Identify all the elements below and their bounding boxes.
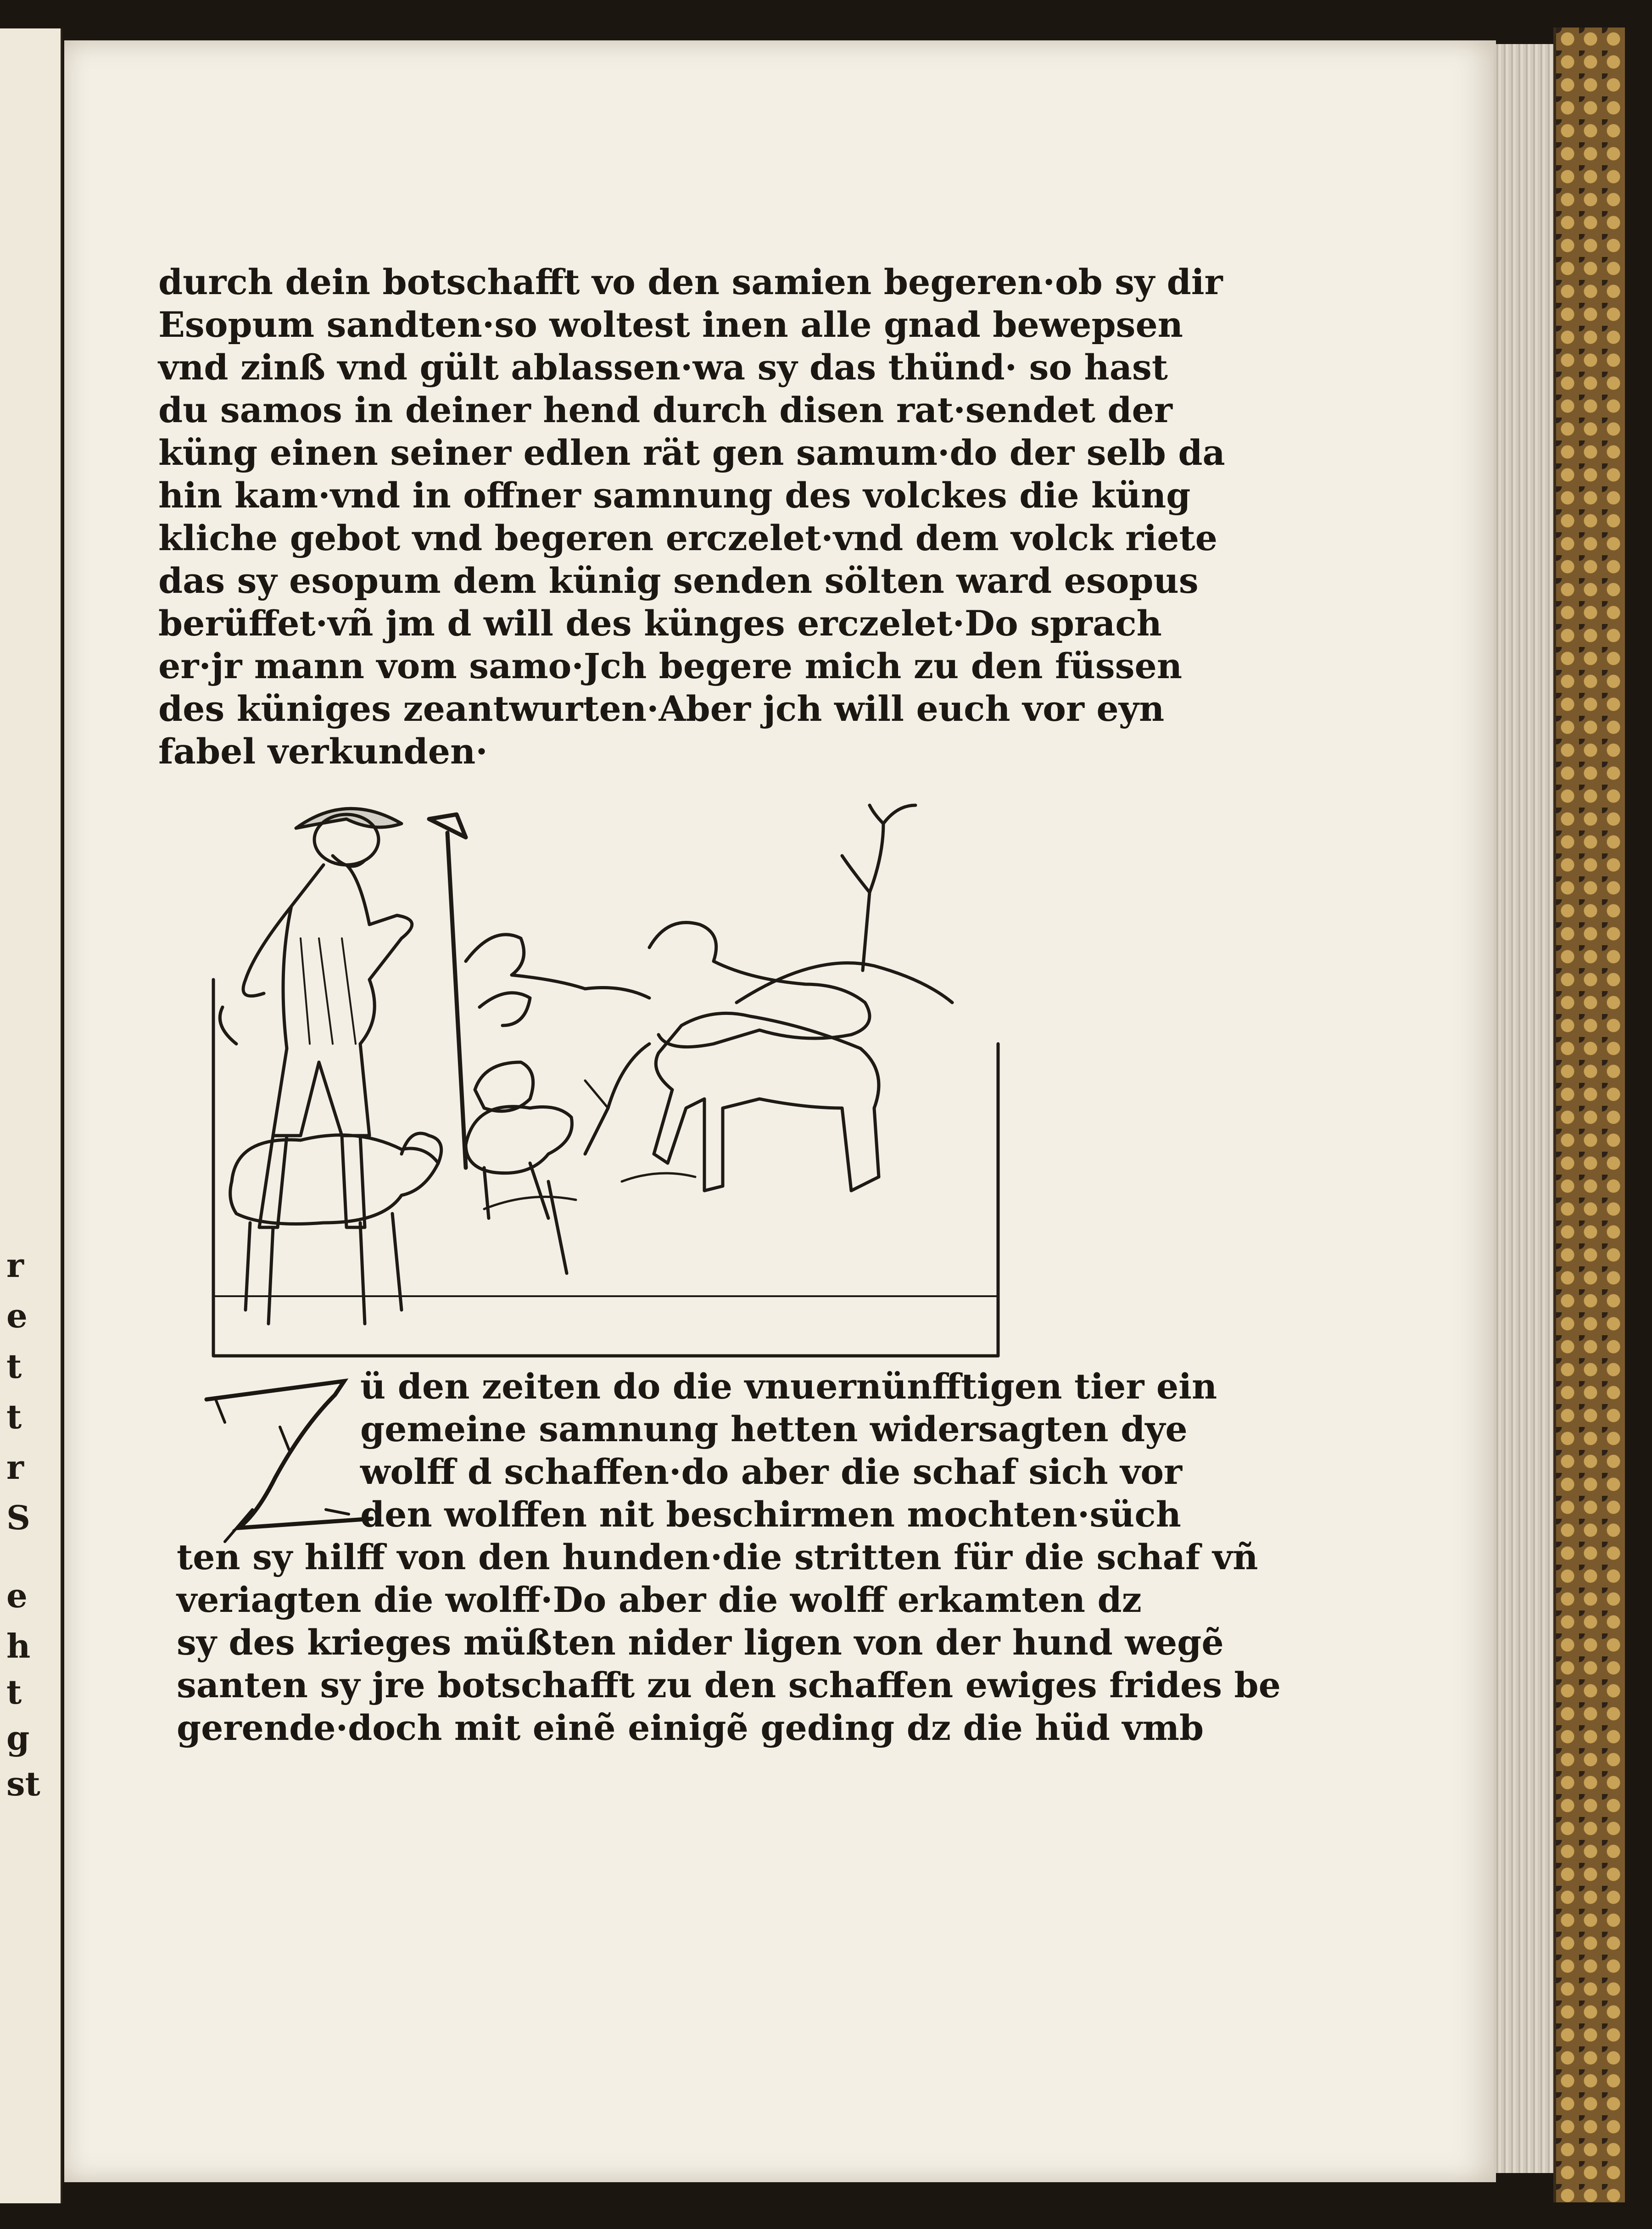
text-line: er·jr mann vom samo·Jch begere mich zu den füssen: [158, 646, 1183, 686]
text-line: ten sy hilff von den hunden·die stritten für die schaf vñ: [177, 1537, 1258, 1577]
text-line: santen sy jre botschafft zu den schaffen ewiges frides be: [177, 1665, 1281, 1705]
left-fragment: r: [6, 1246, 24, 1285]
text-line: ü den zeiten do die vnuernünfftigen tier ein: [360, 1366, 1217, 1407]
hill: [737, 963, 952, 1003]
left-page-edge: [0, 28, 62, 2203]
left-fragment: e: [6, 1296, 28, 1335]
left-fragment: h: [6, 1627, 31, 1666]
left-fragment: r: [6, 1448, 24, 1487]
text-line: den wolffen nit beschirmen mochten·süch: [360, 1494, 1181, 1535]
left-fragment: t: [6, 1347, 22, 1386]
left-fragment: t: [6, 1672, 22, 1711]
text-line: gemeine samnung hetten widersagten dye: [360, 1409, 1188, 1449]
text-line: fabel verkunden·: [158, 731, 488, 772]
text-line: durch dein botschafft vo den samien begeren·ob sy dir: [158, 262, 1223, 302]
left-fragment: g: [6, 1718, 30, 1757]
text-line: des küniges zeantwurten·Aber jch will euch vor eyn: [158, 688, 1165, 729]
text-line: wolff d schaffen·do aber die schaf sich vor: [360, 1451, 1183, 1492]
text-line: du samos in deiner hend durch disen rat·sendet der: [158, 390, 1172, 430]
paragraph-1: [158, 261, 1225, 773]
text-line: vnd zinß vnd gült ablassen·wa sy das thünd· so hast: [158, 347, 1168, 388]
text-line: kliche gebot vnd begeren erczelet·vnd dem volck riete: [158, 518, 1217, 558]
wolves: [466, 923, 879, 1191]
text-line: berüffet·vñ jm d will des künges erczelet·Do sprach: [158, 603, 1162, 644]
woodcut-illustration: [209, 787, 1007, 1360]
paragraph-2: [177, 1365, 1281, 1749]
left-fragment: t: [6, 1397, 22, 1436]
tree-icon: [842, 805, 915, 970]
left-fragment: st: [6, 1764, 40, 1803]
page-block-edge: [1494, 44, 1553, 2173]
shepherd-staff: [429, 814, 466, 1168]
shepherd: [220, 808, 412, 1227]
text-line: hin kam·vnd in offner samnung des volckes die küng: [158, 475, 1191, 516]
text-line: sy des krieges müßten nider ligen von der hund wegẽ: [177, 1622, 1224, 1663]
text-line: Esopum sandten·so woltest inen alle gnad bewepsen: [158, 304, 1183, 345]
text-line: küng einen seiner edlen rät gen samum·do der selb da: [158, 432, 1225, 473]
text-line: veriagten die wolff·Do aber die wolff erkamten dz: [177, 1579, 1142, 1620]
text-line: gerende·doch mit einẽ einigẽ geding dz die hüd vmb: [177, 1707, 1204, 1748]
left-fragment: e: [6, 1576, 28, 1615]
left-fragment: S: [6, 1498, 30, 1537]
text-line: das sy esopum dem künig senden sölten ward esopus: [158, 560, 1199, 601]
decorated-binding: [1553, 28, 1625, 2202]
